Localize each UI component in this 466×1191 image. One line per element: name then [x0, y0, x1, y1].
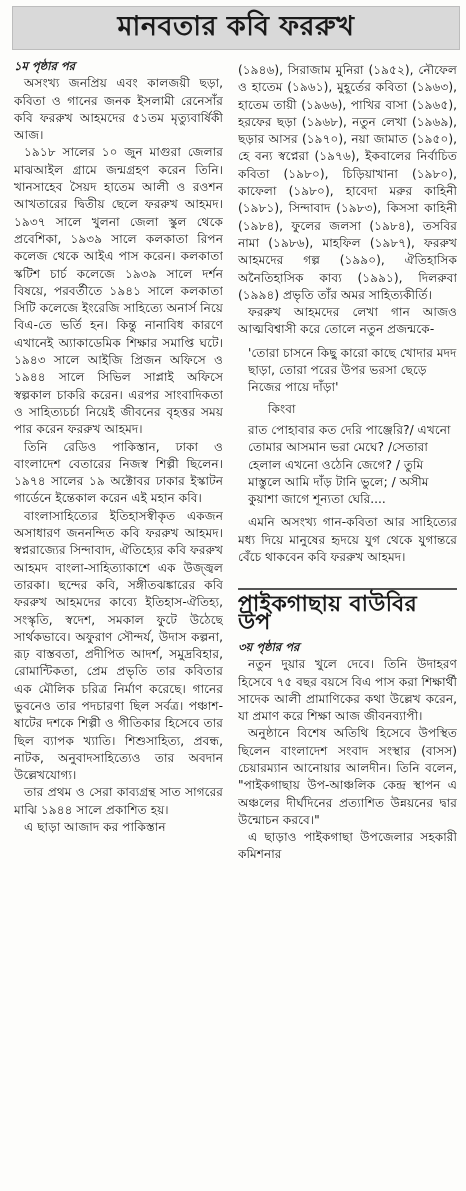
right-column: [238, 62, 457, 1186]
headline-banner: [12, 6, 460, 50]
connector-text: কিংবা: [268, 401, 296, 416]
headline: মানবতার কবি ফররুখ: [117, 10, 355, 42]
closing-paragraph: এমনি অসংখ্য গান-কবিতা আর সাহিত্যের মধ্য দিয়ে মানুষের হৃদয়ে যুগ থেকে যুগান্তরে বেঁচে থাকবেন কবি ফররুখ আহমদ।: [238, 515, 457, 565]
second-article-paragraph: এ ছাড়াও পাইকগাছা উপজেলার সহকারী কমিশনার: [238, 830, 457, 862]
continuation-note: ১ম পৃষ্ঠার পর: [14, 59, 75, 73]
article-paragraph: অসংখ্য জনপ্রিয় এবং কালজয়ী ছড়া, কবিতা ও গানের জনক ইসলামী রেনেসাঁর কবি ফররুখ আহমদের ৫১তম মৃত্যুবার্ষিকী আজ।: [14, 76, 223, 143]
second-article-paragraph: নতুন দুয়ার খুলে দেবে। তিনি উদাহরণ হিসেবে ৭৫ বছর বয়সে বিএ পাস করা শিক্ষার্থী সাদেক আলী প্রামাণিকের কথা উল্লেখ করেন, যা প্রমাণ করে শিক্ষা আজ জীবনব্যাপী।: [238, 657, 457, 724]
book-list-paragraph: (১৯৪৬), সিরাজাম মুনিরা (১৯৫২), নৌফেল ও হাতেম (১৯৬১), মুহূর্তের কবিতা (১৯৬৩), হাতেম তায়ী (১৯৬৬), পাখির বাসা (১৯৬৫), হরফের ছড়া (১৯৬৮), নতুন লেখা (১৯৬৯), ছড়ার আসর (১৯৭০), নয়া জামাত (১৯৫০), হে বন্য স্বপ্নেরা (১৯৭৬), ইকবালের নির্বাচিত কবিতা (১৯৮০), চিড়িয়াখানা (১৯৮০), কাফেলা (১৯৮০), হাবেদা মরুর কাহিনী (১৯৮১), সিন্দাবাদ (১৯৮৩), কিসসা কাহিনী (১৯৮৪), ফুলের জলসা (১৯৮৪), তসবির নামা (১৯৮৬), মাহফিল (১৯৮৭), ফররুখ আহমদের গল্প (১৯৯০), ঐতিহাসিক অনৈতিহাসিক কাব্য (১৯৯১), দিলরুবা (১৯৯৪) প্রভৃতি তাঁর অমর সাহিত্যকীর্তি।: [238, 63, 457, 302]
article-paragraph: এ ছাড়া আজাদ কর পাকিস্তান: [24, 820, 166, 835]
article-paragraph: তিনি রেডিও পাকিস্তান, ঢাকা ও বাংলাদেশ বেতারের নিজস্ব শিল্পী ছিলেন। ১৯৭৪ সালের ১৯ অক্টোবর ঢাকার ইস্কাটন গার্ডেনে ইন্তেকাল করেন এই মহান কবি।: [14, 439, 223, 506]
article-paragraph: ১৯১৮ সালের ১০ জুন মাগুরা জেলার মাঝআইল গ্রামে জন্মগ্রহণ করেন তিনি। খানসাহেব সৈয়দ হাতেম আলী ও রওশন আখতারের দ্বিতীয় ছেলে ফররুখ আহমদ। ১৯৩৭ সালে খুলনা জেলা স্কুল থেকে প্রবেশিকা, ১৯৩৯ সালে কলকাতা রিপন কলেজ থেকে আইএ পাস করেন। কলকাতা স্কটিশ চার্চ কলেজে ১৯৩৯ সালে দর্শন বিষয়ে, পরবর্তীতে ১৯৪১ সালে কলকাতা সিটি কলেজে ইংরেজি সাহিত্যে অনার্স নিয়ে বিএ-তে ভর্তি হন। কিন্তু নানাবিধ কারণে এখানেই অ্যাকাডেমিক শিক্ষার সমাপ্তি ঘটে। ১৯৪৩ সালে আইজি প্রিজন অফিসে ও ১৯৪৪ সালে সিভিল সাপ্লাই অফিসে স্বল্পকাল চাকরি করেন। এরপর সাংবাদিকতা ও সাহিত্যচর্চা নিয়েই জীবনের বৃহত্তর সময় পার করেন ফররুখ আহমদ।: [14, 145, 223, 437]
left-column: [14, 58, 223, 1186]
second-article-headline: পাইকগাছায় বাউবির উপ: [238, 588, 457, 631]
song-quote: 'তোরা চাসনে কিছু কারো কাছে খোদার মদদ ছাড়া, তোরা পরের উপর ভরসা ছেড়ে নিজের পায়ে দাঁড়া': [248, 345, 457, 395]
article-paragraph: ফররুখ আহমদের লেখা গান আজও আত্মবিশ্বাসী করে তোলে নতুন প্রজন্মকে-: [238, 305, 457, 337]
second-continuation-note: ৩য় পৃষ্ঠার পর: [238, 639, 300, 654]
article-paragraph: বাংলাসাহিত্যের ইতিহাসস্বীকৃত একজন অসাধারণ জননন্দিত কবি ফররুখ আহমদ। স্বপ্নরাজ্যের সিন্দাবাদ, ঐতিহ্যের কবি ফররুখ আহমদ বাংলা-সাহিত্যাকাশে এক উজ্জ্বল তারকা। ছন্দের কবি, সঙ্গীতঝঙ্কারের কবি ফররুখ আহমদের কাব্যে ইতিহাস-ঐতিহ্য, সংস্কৃতি, স্বদেশ, সমকাল ফুটে উঠেছে সার্থকভাবে। অফুরাণ সৌন্দর্য, উদাস কল্পনা, রূঢ় বাস্তবতা, প্রদীপিত আদর্শ, সমুদ্রবিহার, রোমান্টিকতা, প্রেম প্রভৃতি তার কবিতার এক মৌলিক চরিত্র নির্মাণ করেছে। গানের ভুবনেও তার পদচারণা ছিল সর্বত্র। পঞ্চাশ-ষাটের দশকে শিল্পী ও গীতিকার হিসেবে তার ছিল ব্যাপক খ্যাতি। শিশুসাহিত্য, প্রবন্ধ, নাটক, অনুবাদসাহিত্যেও তার অবদান উল্লেখযোগ্য।: [14, 508, 223, 783]
poem-quote: রাত পোহাবার কত দেরি পাঞ্জেরি?/ এখনো তোমার আসমান ভরা মেঘে? /সেতারা হেলাল এখনো ওঠেনি জেগে? / তুমি মাস্তুলে আমি দাঁড় টানি ভুলে; / অসীম কুয়াশা জাগে শূন্যতা ঘেরি....: [248, 422, 451, 507]
article-paragraph: তার প্রথম ও সেরা কাব্যগ্রন্থ সাত সাগরের মাঝি ১৯৪৪ সালে প্রকাশিত হয়।: [14, 785, 223, 817]
second-article-paragraph: অনুষ্ঠানে বিশেষ অতিথি হিসেবে উপস্থিত ছিলেন বাংলাদেশ সংবাদ সংস্থার (বাসস) চেয়ারম্যান আনোয়ার আলদীন। তিনি বলেন, "পাইকগাছায় উপ-আঞ্চলিক কেন্দ্র স্থাপন এ অঞ্চলের দীর্ঘদিনের প্রত্যাশিত উন্নয়নের দ্বার উন্মোচন করবে।": [238, 726, 457, 827]
